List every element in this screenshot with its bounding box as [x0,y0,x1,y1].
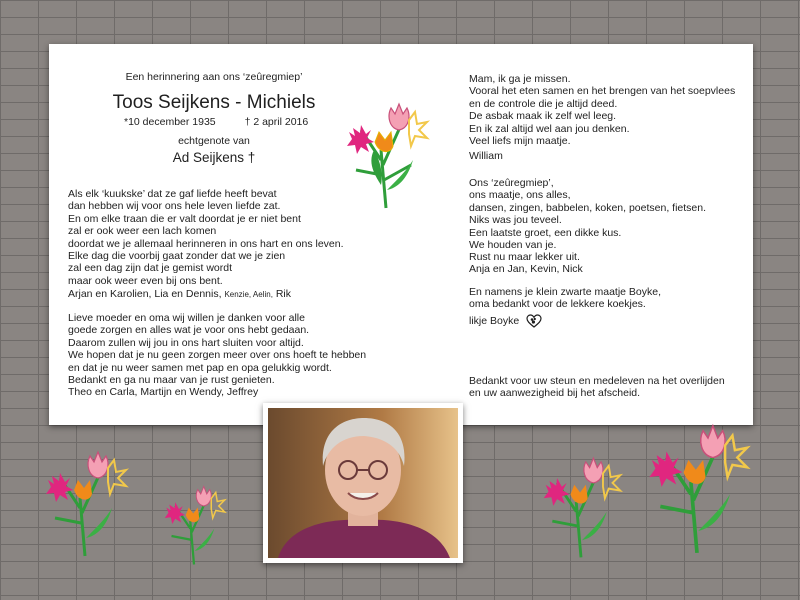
paragraph-line: Daarom zullen wij jou in ons hart sluiten voor altijd. [68,336,304,349]
message-william [469,73,735,147]
life-dates [124,116,344,128]
poem-block [68,188,344,287]
yellow-lily [409,112,427,146]
poem-line: doordat we je allemaal herinneren in ons hart en ons leven. [68,237,344,250]
message-line: ons maatje, ons alles, [469,189,571,202]
message-line: Mam, ik ga je missen. [469,73,571,85]
signature-anja: Anja en Jan, Kevin, Nick [469,263,583,275]
signature-family: Theo en Carla, Martijn en Wendy, Jeffrey [68,386,259,398]
birth-date: *10 december 1935 [124,116,216,128]
tulip-bouquet-icon [538,444,624,560]
tulip-bouquet-icon [341,90,431,210]
poem-line: zal een dag zijn dat je gemist wordt [68,262,233,275]
signature-names: Arjan en Karolien, Lia en Dennis, [68,288,222,300]
tulip-bouquet-icon [40,438,130,558]
memorial-card [49,44,753,425]
message-line: Veel liefs mijn maatje. [469,135,571,148]
spouse-name: Ad Seijkens † [172,150,256,165]
poem-line: maar ook weer even bij ons bent. [68,274,223,287]
closing-thanks [469,375,725,400]
signature-end: Rik [275,288,292,300]
paw-heart-icon [526,314,542,328]
message-anja [469,177,706,264]
tulip-bouquet-icon [642,408,752,556]
thanks-paragraph [68,312,366,386]
message-line: Vooral het eten samen en het brengen van het soepvlees [469,85,736,98]
message-line: oma bedankt voor de lekkere koekjes. [469,298,646,311]
paragraph-line: Bedankt en ga nu maar van je rust genieten. [68,374,275,387]
message-line: We houden van je. [469,239,557,252]
message-line: En namens je klein zwarte maatje Boyke, [469,286,662,298]
signature-small-names: Kenzie, Aelin, [224,290,273,299]
portrait-photo [263,403,463,563]
death-date: † 2 april 2016 [244,116,309,128]
signature-boyke-text: likje Boyke [469,314,520,327]
poem-line: dan hebben wij voor ons hele leven liefde zat. [68,200,281,213]
message-boyke [469,286,661,311]
message-line: Niks was jou teveel. [469,214,562,227]
signature-william: William [469,150,503,162]
magenta-flower [347,125,374,154]
tulip-bouquet-icon [160,476,228,566]
signature-boyke [469,314,542,328]
message-line: Rust nu maar lekker uit. [469,251,580,264]
spouse-prefix: echtgenote van [178,135,250,147]
closing-line: en uw aanwezigheid bij het afscheid. [469,387,641,400]
portrait-image [268,408,458,558]
pink-tulip [389,104,409,130]
poem-line: Elke dag die voorbij gaat zonder dat we je zien [68,250,286,263]
orange-tulip [375,132,393,152]
deceased-name: Toos Seijkens - Michiels [112,92,316,113]
message-line: Ons ‘zeûregmiep’, [469,177,554,189]
paragraph-line: Lieve moeder en oma wij willen je danken voor alle [68,312,305,324]
signature-grandchildren [68,288,291,301]
paragraph-line: en dat je nu weer samen met pap en opa gelukkig wordt. [68,361,332,374]
paragraph-line: We hopen dat je nu geen zorgen meer over ons hoeft te hebben [68,349,367,362]
poem-line: Als elk ‘kuukske’ dat ze gaf liefde heeft bevat [68,188,277,200]
message-line: dansen, zingen, babbelen, koken, poetsen, fietsen. [469,201,707,214]
message-line: En ik zal altijd wel aan jou denken. [469,122,630,135]
message-line: De asbak maak ik zelf wel leeg. [469,110,617,123]
poem-line: zal er ook weer een lach komen [68,225,217,238]
message-line: en de controle die je altijd deed. [469,97,618,110]
paragraph-line: goede zorgen en alles wat je voor ons hebt gedaan. [68,324,310,337]
intro-text: Een herinnering aan ons ‘zeûregmiep’ [125,71,303,83]
poem-line: En om elke traan die er valt doordat je er niet bent [68,212,301,225]
message-line: Een laatste groet, een dikke kus. [469,226,622,239]
closing-line: Bedankt voor uw steun en medeleven na het overlijden [469,375,725,387]
